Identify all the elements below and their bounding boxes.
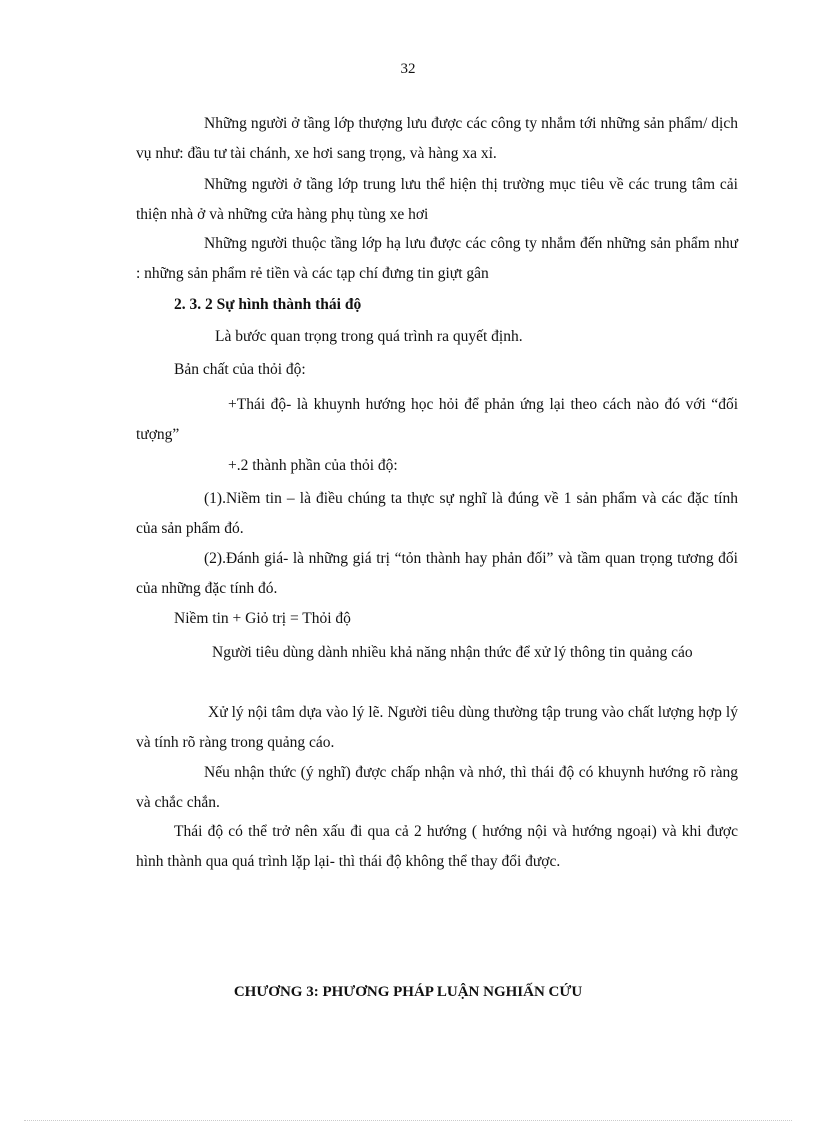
section-heading: 2. 3. 2 Sự hình thành thái độ <box>174 296 362 313</box>
formula-line: Niềm tin + Giỏ trị = Thỏi độ <box>174 610 351 627</box>
paragraph-intro: Là bước quan trọng trong quá trình ra quyết định. <box>215 328 523 345</box>
paragraph-upper-class: Những người ở tầng lớp thượng lưu được các công ty nhắm tới những sản phẩm/ dịch vụ như: đầu tư tài chánh, xe hơi sang trọng, và hàng xa xỉ. <box>136 115 738 162</box>
paragraph-two-components: +.2 thành phần của thỏi độ: <box>228 457 398 474</box>
paragraph-middle-class: Những người ở tầng lớp trung lưu thể hiện thị trường mục tiêu về các trung tâm cải thiện nhà ở và những cửa hàng phụ tùng xe hơi <box>136 176 738 223</box>
paragraph-perception: Nếu nhận thức (ý nghĩ) được chấp nhận và nhớ, thì thái độ có khuynh hướng rõ ràng và chắc chắn. <box>136 764 738 811</box>
paragraph-belief: (1).Niềm tin – là điều chúng ta thực sự nghĩ là đúng về 1 sản phẩm và các đặc tính của sản phẩm đó. <box>136 490 738 537</box>
paragraph-lower-class: Những người thuộc tầng lớp hạ lưu được các công ty nhắm đến những sản phẩm như : những sản phẩm rẻ tiền và các tạp chí đưng tin giựt gân <box>136 235 738 282</box>
paragraph-evaluation: (2).Đánh giá- là những giá trị “tỏn thành hay phản đối” và tầm quan trọng tương đối của những đặc tính đó. <box>136 550 738 597</box>
paragraph-internal-processing: Xử lý nội tâm dựa vào lý lẽ. Người tiêu dùng thường tập trung vào chất lượng hợp lý và tính rõ ràng trong quảng cáo. <box>136 704 738 751</box>
page-bottom-rule <box>24 1120 792 1121</box>
paragraph-attitude-change: Thái độ có thể trở nên xấu đi qua cả 2 hướng ( hướng nội và hướng ngoại) và khi được hình thành qua quá trình lặp lại- thì thái độ không thể thay đổi được. <box>136 823 738 870</box>
page-number: 32 <box>400 61 416 77</box>
paragraph-consumer-processing: Người tiêu dùng dành nhiều khả năng nhận thức để xử lý thông tin quảng cáo <box>212 644 693 661</box>
paragraph-attitude-definition: +Thái độ- là khuynh hướng học hỏi để phản ứng lại theo cách nào đó với “đối tượng” <box>136 396 738 443</box>
paragraph-nature-label: Bản chất của thỏi độ: <box>174 361 306 378</box>
chapter-title: CHƯƠNG 3: PHƯƠNG PHÁP LUẬN NGHIẤN CỨU <box>233 984 583 1000</box>
